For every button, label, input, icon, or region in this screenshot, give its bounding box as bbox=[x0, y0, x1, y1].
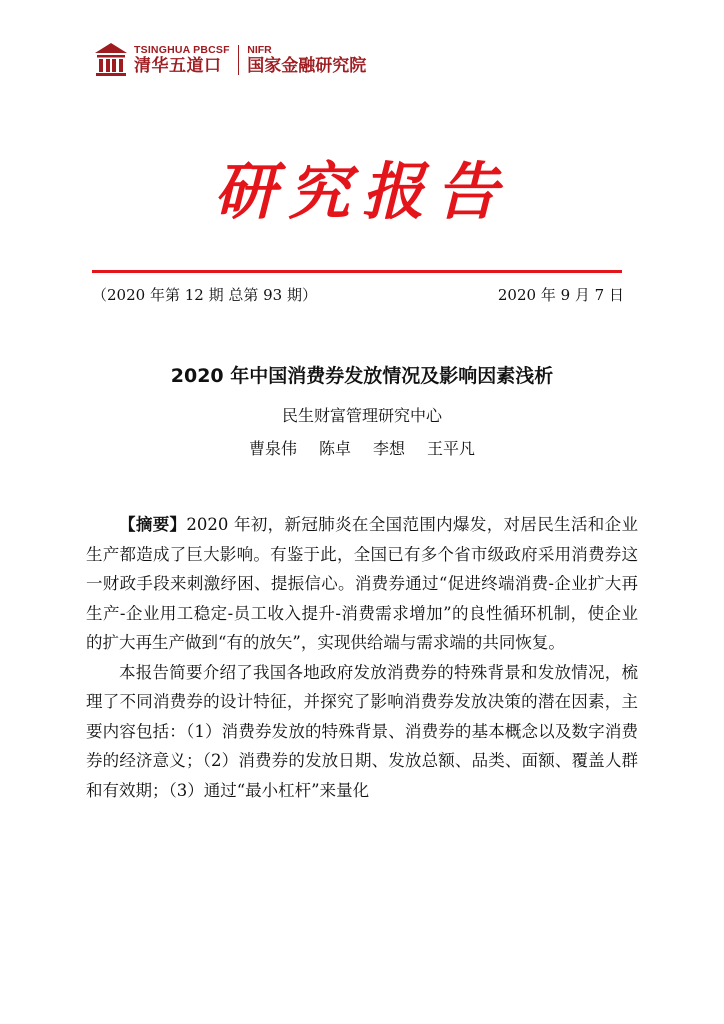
logo-chinese-left: 清华五道口 bbox=[134, 56, 222, 77]
body-text bbox=[86, 510, 638, 805]
summary-paragraph: 本报告简要介绍了我国各地政府发放消费券的特殊背景和发放情况，梳理了不同消费券的设计特征，并探究了影响消费券发放决策的潜在因素，主要内容包括：（1）消费券发放的特殊背景、消费券的基本概念以及数字消费券的经济意义；（2）消费券的发放日期、发放总额、品类、面额、覆盖人群和有效期；（3）通过“最小杠杆”来量化 bbox=[86, 662, 638, 800]
author-name: 王平凡 bbox=[427, 439, 476, 458]
organization-name: 民生财富管理研究中心 bbox=[281, 406, 442, 425]
logo-chinese-right: 国家金融研究院 bbox=[247, 56, 367, 77]
building-emblem-icon bbox=[94, 42, 128, 78]
report-title: 研究报告 bbox=[213, 155, 510, 228]
logo-english-left: TSINGHUA PBCSF bbox=[134, 43, 230, 56]
abstract-label: 【摘要】 bbox=[119, 515, 187, 534]
issue-number: （2020 年第 12 期 总第 93 期） bbox=[92, 286, 317, 304]
logo-right-text bbox=[247, 45, 366, 76]
author-list bbox=[0, 437, 724, 461]
author-name: 李想 bbox=[373, 439, 406, 458]
logo-left-text bbox=[134, 45, 230, 76]
logo-divider bbox=[238, 45, 240, 75]
issue-info-row bbox=[92, 284, 624, 306]
author-name: 曹泉伟 bbox=[248, 439, 297, 458]
red-divider-line bbox=[92, 270, 622, 273]
article-title: 2020 年中国消费券发放情况及影响因素浅析 bbox=[170, 365, 554, 387]
publication-date: 2020 年 9 月 7 日 bbox=[497, 286, 624, 304]
institution-logo bbox=[94, 40, 366, 80]
abstract-paragraph bbox=[86, 510, 638, 658]
author-name: 陈卓 bbox=[318, 439, 351, 458]
logo-english-right: NIFR bbox=[247, 43, 272, 56]
abstract-text: 2020 年初，新冠肺炎在全国范围内爆发，对居民生活和企业生产都造成了巨大影响。有鉴于此，全国已有多个省市级政府采用消费券这一财政手段来刺激纾困、提振信心。消费券通过“促进终端消费-企业扩大再生产-企业用工稳定-员工收入提升-消费需求增加”的良性循环机制，使企业的扩大再生产做到“有的放矢”，实现供给端与需求端的共同恢复。 bbox=[86, 515, 638, 652]
